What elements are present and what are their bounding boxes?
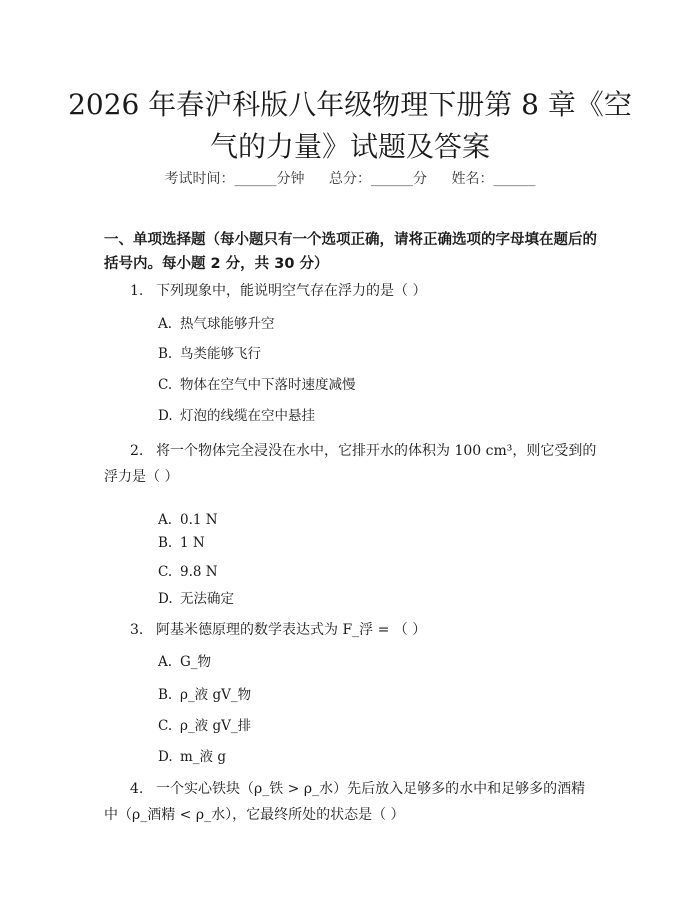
option-letter: D. [158, 591, 173, 607]
question-3-option-b [158, 684, 251, 706]
student-name-field: 姓名：______ [451, 171, 536, 187]
option-letter: C. [158, 564, 173, 580]
question-1 [104, 278, 598, 304]
option-letter: A. [158, 316, 173, 332]
option-letter: B. [158, 346, 173, 362]
question-number: 1. [130, 283, 144, 299]
option-letter: D. [158, 749, 173, 765]
option-letter: B. [158, 687, 173, 703]
option-text: G_物 [180, 654, 212, 670]
question-2-option-a [158, 509, 218, 531]
section-heading: 一、单项选择题（每小题只有一个选项正确，请将正确选项的字母填在题后的括号内。每小题 2 分，共 30 分） [104, 232, 597, 272]
question-3-option-a [158, 651, 211, 673]
question-3-option-d [158, 746, 226, 768]
option-text: 灯泡的线缆在空中悬挂 [180, 408, 315, 424]
question-text: 一个实心铁块（ρ_铁 > ρ_水）先后放入足够多的水中和足够多的酒精中（ρ_酒精 < ρ_水），它最终所处的状态是（ ） [104, 781, 586, 823]
option-text: 0.1 N [180, 512, 218, 528]
question-number: 2. [130, 443, 144, 459]
option-text: m_液 g [180, 749, 226, 765]
option-text: 热气球能够升空 [180, 316, 275, 332]
exam-info-line [0, 168, 700, 188]
option-text: 1 N [180, 535, 205, 551]
option-letter: D. [158, 408, 173, 424]
option-letter: C. [158, 718, 173, 734]
option-letter: A. [158, 512, 173, 528]
question-text: 阿基米德原理的数学表达式为 F_浮 = （ ） [156, 622, 427, 638]
option-letter: C. [158, 377, 173, 393]
question-number: 3. [130, 622, 144, 638]
question-4 [104, 776, 598, 828]
document-title: 2026 年春沪科版八年级物理下册第 8 章《空气的力量》试题及答案 [68, 88, 632, 163]
question-3 [104, 617, 598, 643]
question-text: 将一个物体完全浸没在水中，它排开水的体积为 100 cm³，则它受到的浮力是（ ） [104, 443, 597, 485]
option-letter: A. [158, 654, 173, 670]
question-1-option-c [158, 374, 356, 396]
question-number: 4. [130, 781, 144, 797]
option-text: 鸟类能够飞行 [180, 346, 261, 362]
question-2-option-d [158, 588, 234, 610]
question-2-option-c [158, 561, 218, 583]
question-3-option-c [158, 715, 251, 737]
question-2-option-b-real [158, 532, 205, 554]
option-text: 无法确定 [180, 591, 234, 607]
exam-time-field: 考试时间：______分钟 [164, 171, 305, 187]
option-text: ρ_液 gV_物 [180, 687, 252, 703]
question-1-option-d [158, 405, 315, 427]
question-text: 下列现象中，能说明空气存在浮力的是（ ） [156, 283, 427, 299]
option-text: 物体在空气中下落时速度减慢 [180, 377, 356, 393]
question-1-option-a [158, 313, 275, 335]
option-letter: B. [158, 535, 173, 551]
total-score-field: 总分：______分 [329, 171, 427, 187]
option-text: ρ_液 gV_排 [180, 718, 252, 734]
option-text: 9.8 N [180, 564, 218, 580]
question-2 [104, 438, 598, 490]
question-1-option-b [158, 343, 261, 365]
